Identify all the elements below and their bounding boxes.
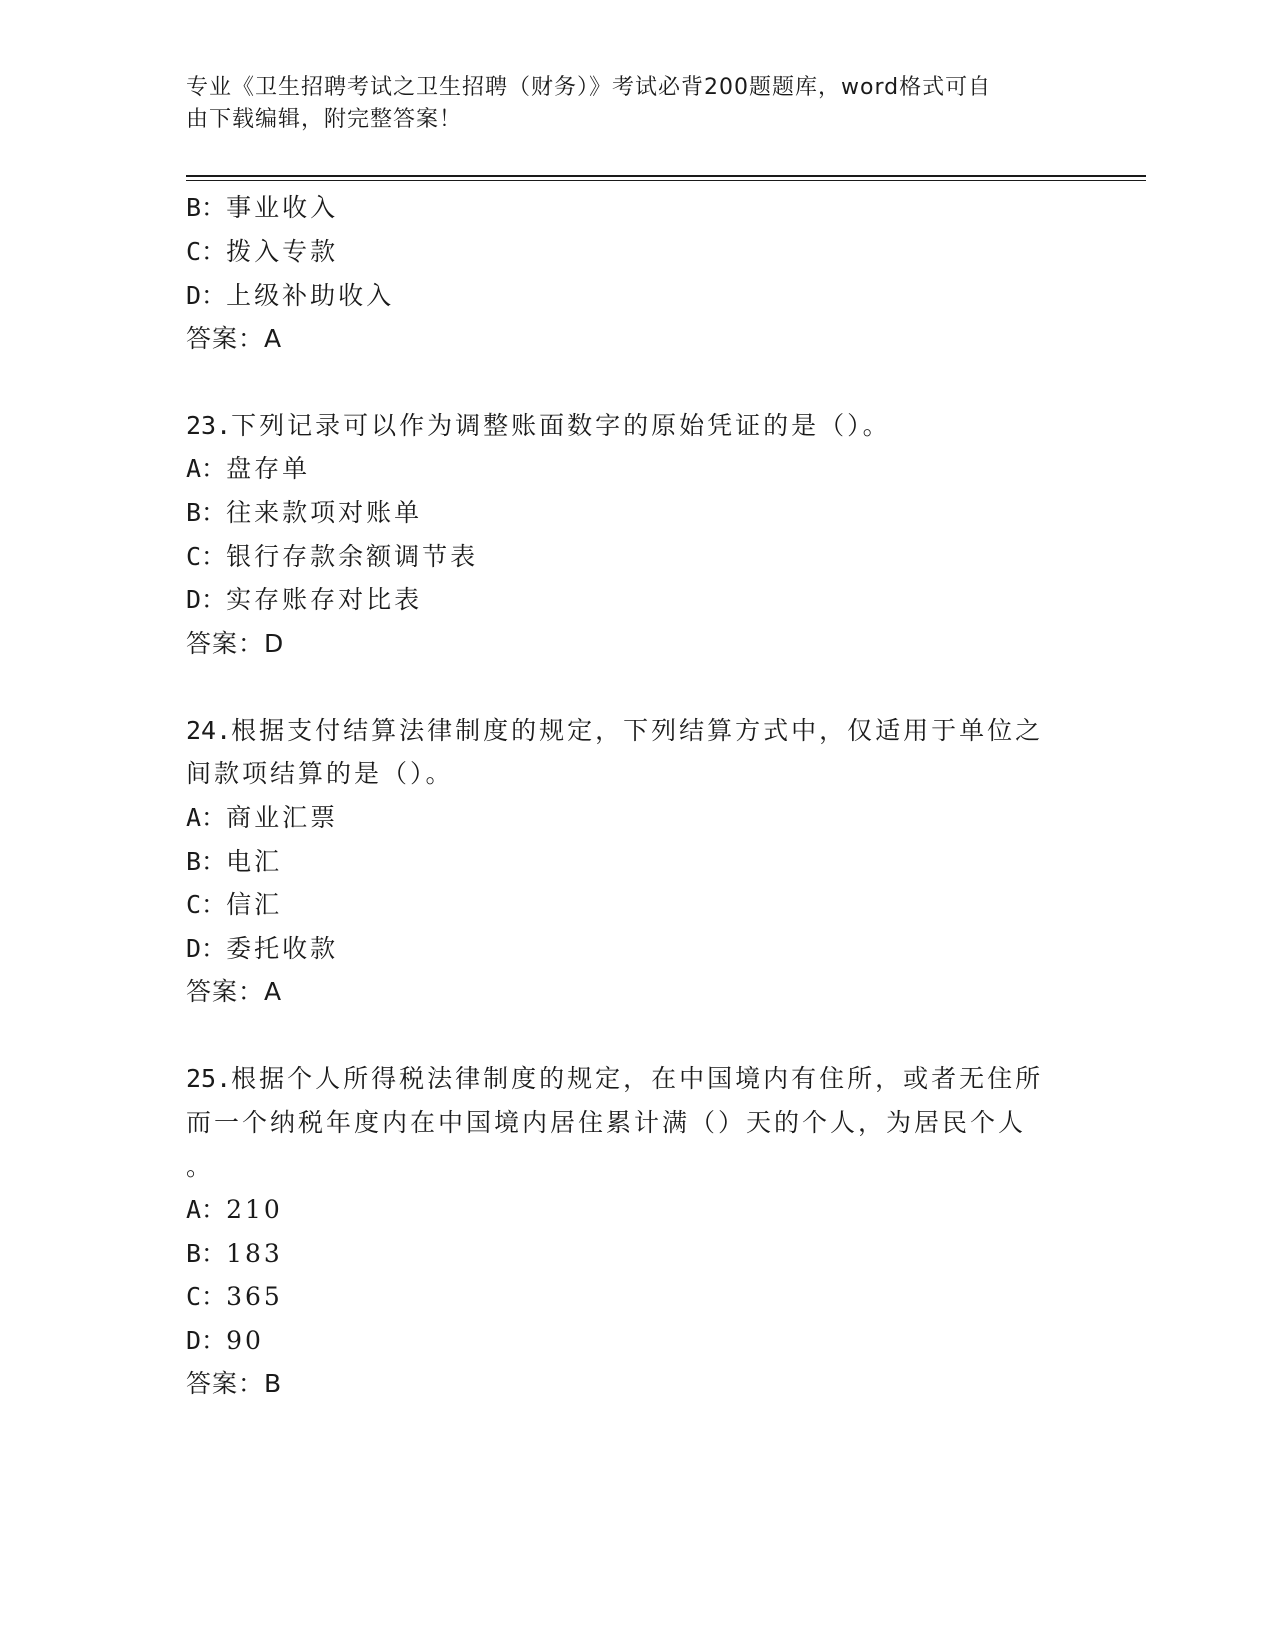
q24-option-b: B：电汇 xyxy=(186,847,283,876)
header-divider-thick xyxy=(186,175,1146,177)
q25-option-b: B：183 xyxy=(186,1239,283,1268)
q24-stem-line-2: 间款项结算的是（）。 xyxy=(186,759,454,788)
q23-option-c: C：银行存款余额调节表 xyxy=(186,542,479,571)
q24-option-d: D：委托收款 xyxy=(186,934,339,963)
header-line-1: 专业《卫生招聘考试之卫生招聘（财务）》考试必背200题题库，word格式可自 xyxy=(186,75,992,100)
q22-option-c: C：拨入专款 xyxy=(186,237,339,266)
q24-option-c: C：信汇 xyxy=(186,890,283,919)
q25-option-c: C：365 xyxy=(186,1282,283,1311)
q22-option-d: D：上级补助收入 xyxy=(186,281,395,310)
q23-stem-line-1: 23.下列记录可以作为调整账面数字的原始凭证的是（）。 xyxy=(186,411,891,440)
q25-option-d: D：90 xyxy=(186,1326,264,1355)
q23-option-a: A：盘存单 xyxy=(186,454,311,483)
q25-stem-line-1: 25.根据个人所得税法律制度的规定，在中国境内有住所，或者无住所 xyxy=(186,1064,1044,1093)
q23-option-d: D：实存账存对比表 xyxy=(186,585,423,614)
q24-answer: 答案：A xyxy=(186,977,283,1006)
q25-option-a: A：210 xyxy=(186,1195,283,1224)
q23-answer: 答案：D xyxy=(186,629,285,658)
q24-option-a: A：商业汇票 xyxy=(186,803,339,832)
q25-answer: 答案：B xyxy=(186,1369,283,1398)
q25-stem-line-2: 而一个纳税年度内在中国境内居住累计满（）天的个人，为居民个人 xyxy=(186,1108,1027,1137)
header-divider-thin xyxy=(186,180,1146,181)
document-header xyxy=(186,72,1066,136)
q25-stem-line-3: 。 xyxy=(186,1152,215,1181)
q22-answer: 答案：A xyxy=(186,324,283,353)
q22-option-b: B：事业收入 xyxy=(186,193,339,222)
header-line-2: 由下载编辑，附完整答案！ xyxy=(186,107,463,132)
q24-stem-line-1: 24.根据支付结算法律制度的规定，下列结算方式中，仅适用于单位之 xyxy=(186,716,1044,745)
q23-option-b: B：往来款项对账单 xyxy=(186,498,423,527)
